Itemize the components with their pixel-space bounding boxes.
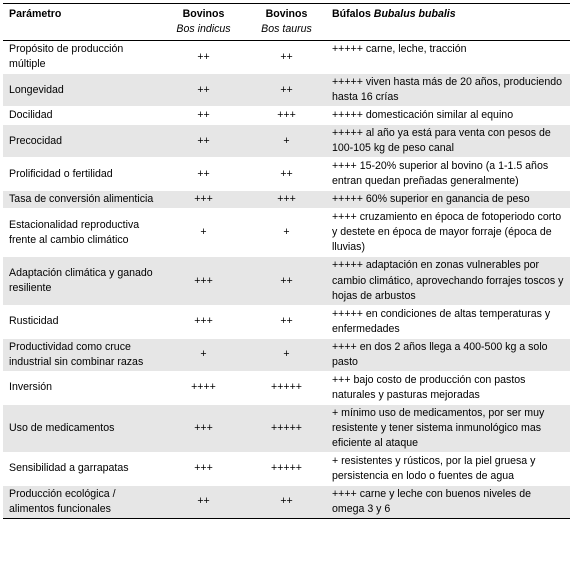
indicus-cell: ++ (160, 485, 245, 518)
indicus-cell: ++ (160, 41, 245, 74)
parametro-cell: Uso de medicamentos (3, 404, 160, 452)
indicus-cell: ++ (160, 74, 245, 107)
bufalo-cell: +++ bajo costo de producción con pastos naturales y pasturas mejoradas (326, 371, 570, 404)
header-taurus-sci: Bos taurus (261, 23, 312, 36)
table-row (3, 371, 570, 404)
header-bos-taurus (245, 4, 326, 41)
header-row (3, 4, 570, 41)
header-indicus-sci: Bos indicus (176, 23, 231, 36)
bufalo-cell: + resistentes y rústicos, por la piel gruesa y persistencia en lodo o fuentes de agua (326, 452, 570, 485)
header-bos-indicus (160, 4, 245, 41)
taurus-cell: +++ (245, 107, 326, 125)
parametro-cell: Tasa de conversión alimenticia (3, 191, 160, 209)
parametro-cell: Precocidad (3, 125, 160, 158)
bufalo-cell: +++++ en condiciones de altas temperaturas y enfermedades (326, 305, 570, 338)
table-row (3, 338, 570, 371)
table-header (3, 4, 570, 41)
bufalo-cell: +++++ al año ya está para venta con pesos de 100-105 kg de peso canal (326, 125, 570, 158)
parametro-cell: Productividad como cruce industrial sin combinar razas (3, 338, 160, 371)
comparison-table (3, 3, 570, 519)
taurus-cell: ++ (245, 257, 326, 305)
taurus-cell: + (245, 338, 326, 371)
header-bufalos-sci: Bubalus bubalis (373, 8, 456, 20)
table-row (3, 107, 570, 125)
taurus-cell: ++ (245, 305, 326, 338)
parametro-cell: Estacionalidad reproductiva frente al cambio climático (3, 209, 160, 257)
bufalo-cell: ++++ 15-20% superior al bovino (a 1-1.5 años entran quedan preñadas generalmente) (326, 158, 570, 191)
table-row (3, 191, 570, 209)
bufalo-cell: +++++ viven hasta más de 20 años, produciendo hasta 16 crías (326, 74, 570, 107)
taurus-cell: ++ (245, 158, 326, 191)
taurus-cell: +++ (245, 191, 326, 209)
parametro-cell: Adaptación climática y ganado resiliente (3, 257, 160, 305)
bufalo-cell: ++++ cruzamiento en época de fotoperiodo corto y destete en época de mayor forraje (época de lluvias) (326, 209, 570, 257)
taurus-cell: + (245, 209, 326, 257)
bufalo-cell: +++++ adaptación en zonas vulnerables por cambio climático, aprovechando forrajes toscos y hojas de arbustos (326, 257, 570, 305)
parametro-cell: Rusticidad (3, 305, 160, 338)
table-row (3, 125, 570, 158)
parametro-cell: Producción ecológica / alimentos funcionales (3, 485, 160, 518)
bufalo-cell: + mínimo uso de medicamentos, por ser muy resistente y tener sistema inmunológico mas eficiente al ataque (326, 404, 570, 452)
parametro-cell: Sensibilidad a garrapatas (3, 452, 160, 485)
indicus-cell: +++ (160, 257, 245, 305)
bufalo-cell: +++++ carne, leche, tracción (326, 41, 570, 74)
header-indicus-label: Bovinos (182, 8, 225, 20)
table-row (3, 305, 570, 338)
header-bufalos (326, 4, 570, 41)
taurus-cell: ++ (245, 74, 326, 107)
indicus-cell: ++ (160, 107, 245, 125)
table-row (3, 41, 570, 74)
taurus-cell: ++ (245, 41, 326, 74)
indicus-cell: ++ (160, 125, 245, 158)
indicus-cell: + (160, 209, 245, 257)
taurus-cell: +++++ (245, 371, 326, 404)
table-row (3, 74, 570, 107)
indicus-cell: +++ (160, 305, 245, 338)
taurus-cell: ++ (245, 485, 326, 518)
indicus-cell: ++++ (160, 371, 245, 404)
header-parametro-label: Parámetro (9, 8, 62, 20)
bufalo-cell: +++++ domesticación similar al equino (326, 107, 570, 125)
bufalo-cell: +++++ 60% superior en ganancia de peso (326, 191, 570, 209)
indicus-cell: + (160, 338, 245, 371)
parametro-cell: Propósito de producción múltiple (3, 41, 160, 74)
table-row (3, 485, 570, 518)
parametro-cell: Longevidad (3, 74, 160, 107)
indicus-cell: +++ (160, 191, 245, 209)
table-row (3, 404, 570, 452)
table-row (3, 452, 570, 485)
table-row (3, 209, 570, 257)
table-row (3, 257, 570, 305)
bufalo-cell: ++++ carne y leche con buenos niveles de omega 3 y 6 (326, 485, 570, 518)
parametro-cell: Docilidad (3, 107, 160, 125)
header-bufalos-label: Búfalos (332, 8, 374, 20)
parametro-cell: Prolificidad o fertilidad (3, 158, 160, 191)
indicus-cell: ++ (160, 158, 245, 191)
bufalo-cell: ++++ en dos 2 años llega a 400-500 kg a solo pasto (326, 338, 570, 371)
taurus-cell: +++++ (245, 404, 326, 452)
indicus-cell: +++ (160, 452, 245, 485)
parametro-cell: Inversión (3, 371, 160, 404)
taurus-cell: +++++ (245, 452, 326, 485)
table-body (3, 41, 570, 519)
header-parametro (3, 4, 160, 41)
taurus-cell: + (245, 125, 326, 158)
table-row (3, 158, 570, 191)
header-taurus-label: Bovinos (265, 8, 308, 20)
indicus-cell: +++ (160, 404, 245, 452)
